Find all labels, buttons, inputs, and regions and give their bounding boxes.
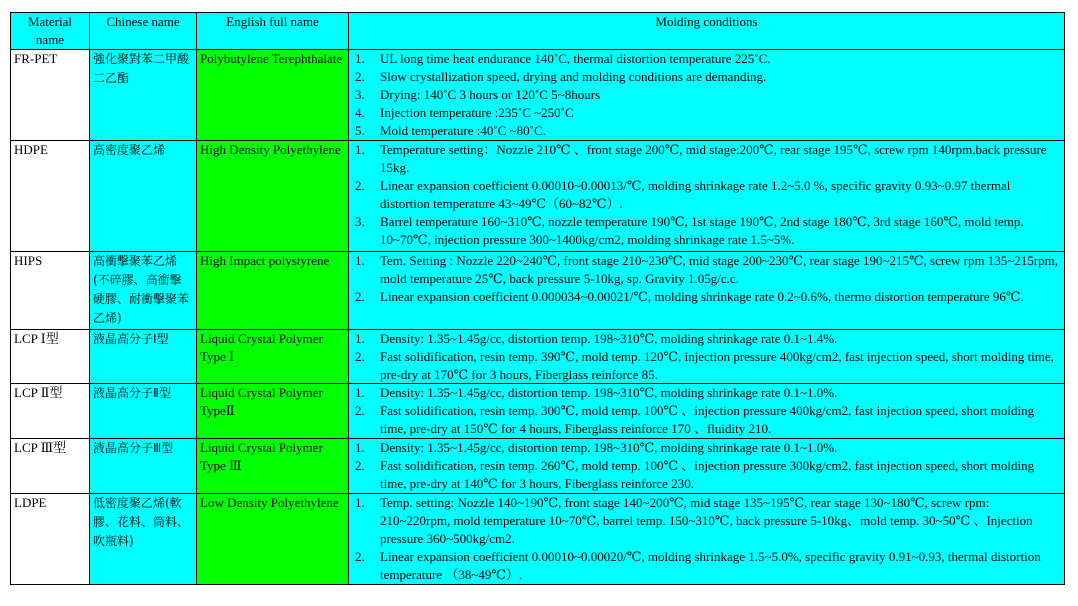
condition-item — [352, 213, 1061, 249]
conditions-cell — [349, 329, 1065, 384]
header-material: Material name — [11, 13, 90, 50]
table-row — [11, 384, 1065, 439]
material-cell: HIPS — [11, 251, 90, 329]
english-name-cell: Polybutylene Terephthalate — [197, 49, 349, 140]
header-english-name: English full name — [197, 13, 349, 50]
condition-number: 2. — [355, 68, 365, 84]
condition-item — [352, 402, 1061, 438]
condition-item — [352, 141, 1061, 177]
condition-number: 1. — [355, 330, 365, 346]
condition-text: Slow crystallization speed, drying and molding conditions are demanding. — [380, 68, 767, 84]
conditions-cell — [349, 384, 1065, 439]
condition-text: Density: 1.35~1.45g/cc, distortion temp. 198~310℃, molding shrinkage rate 0.1~1.0%. — [380, 385, 838, 401]
condition-text: Mold temperature :40˚C ~80˚C. — [380, 122, 546, 138]
conditions-cell — [349, 140, 1065, 251]
condition-item — [352, 68, 1061, 86]
english-name-cell: Low Density Polyethylene — [197, 494, 349, 585]
material-cell: LCP Ⅲ型 — [11, 439, 90, 494]
table-body — [11, 49, 1065, 584]
condition-number: 2. — [355, 288, 365, 304]
condition-item — [352, 122, 1061, 140]
condition-number: 1. — [355, 50, 365, 66]
molding-conditions-table — [10, 12, 1065, 585]
condition-number: 2. — [355, 458, 365, 474]
conditions-list — [352, 330, 1061, 384]
conditions-list — [352, 384, 1061, 438]
table-row — [11, 329, 1065, 384]
condition-item — [352, 104, 1061, 122]
condition-text: Drying: 140˚C 3 hours or 120˚C 5~8hours — [380, 86, 601, 102]
conditions-list — [352, 439, 1061, 493]
condition-item — [352, 252, 1061, 288]
conditions-list — [352, 494, 1061, 584]
condition-item — [352, 439, 1061, 457]
conditions-cell — [349, 251, 1065, 329]
chinese-name-cell: 高密度聚乙烯 — [90, 140, 197, 251]
table-row — [11, 439, 1065, 494]
english-name-cell: Liquid Crystal Polymer Type Ⅲ — [197, 439, 349, 494]
header-row — [11, 13, 1065, 50]
condition-item — [352, 494, 1061, 548]
condition-number: 1. — [355, 495, 365, 511]
condition-number: 2. — [355, 348, 365, 364]
condition-text: Barrel temperature 160~310℃, nozzle temperature 190℃, 1st stage 190℃, 2nd stage 180℃, 3rd stage 160℃, mold temp. 10~70℃, injection pressure 300~1400kg/cm2, molding shrinkage rate 1.5~5%. — [380, 213, 1024, 247]
condition-number: 3. — [355, 86, 365, 102]
condition-text: Temperature setting：Nozzle 210℃ 、front stage 200℃, mid stage:200℃, rear stage 195℃, screw rpm 140rpm,back pressure 15kg. — [380, 141, 1047, 175]
header-molding-conditions: Molding conditions — [349, 13, 1065, 50]
condition-text: Linear expansion coefficient 0.00010~0.00020/℃, molding shrinkage 1.5~5.0%, specific gravity 0.91~0.93, thermal distortion temperature （38~49℃）. — [380, 548, 1041, 582]
condition-item — [352, 548, 1061, 584]
material-cell: LCP Ⅱ型 — [11, 384, 90, 439]
material-cell: LDPE — [11, 494, 90, 585]
condition-text: Injection temperature :235˚C ~250˚C — [380, 104, 574, 120]
condition-text: Linear expansion coefficient 0.000034~0.00021/℃, molding shrinkage rate 0.2~0.6%, thermo distortion temperature 96℃. — [380, 288, 1024, 304]
condition-number: 1. — [355, 385, 365, 401]
english-name-cell: Liquid Crystal Polymer TypeⅡ — [197, 384, 349, 439]
condition-item — [352, 457, 1061, 493]
condition-number: 4. — [355, 104, 365, 120]
conditions-cell — [349, 494, 1065, 585]
table-row — [11, 494, 1065, 585]
conditions-list — [352, 141, 1061, 249]
material-cell: LCP Ⅰ型 — [11, 329, 90, 384]
chinese-name-cell: 液晶高分子Ⅱ型 — [90, 384, 197, 439]
table-row — [11, 251, 1065, 329]
condition-text: Fast solidification, resin temp. 260℃, mold temp. 100℃ 、injection pressure 300kg/cm2, fast injection speed, short molding time, pre-dry at 140℃ for 3 hours, Fiberglass reinforce 230. — [380, 458, 1035, 492]
chinese-name-cell: 高衝擊聚苯乙烯(不碎膠、高衝擊硬膠、耐衝擊聚苯乙烯) — [90, 251, 197, 329]
english-name-cell: High Impact polystyrene — [197, 251, 349, 329]
condition-text: Density: 1.35~1.45g/cc, distortion temp. 198~310℃, molding shrinkage rate 0.1~1.0%. — [380, 440, 838, 456]
chinese-name-cell: 液晶高分子Ⅰ型 — [90, 329, 197, 384]
condition-text: Tem. Setting : Nozzle 220~240℃, front stage 210~230℃, mid stage 200~230℃, rear stage 190~215℃, screw rpm 135~215rpm, mold temperature 25℃, back pressure 5-10kg, sp. Gravity 1.05g/c.c. — [380, 252, 1059, 286]
table-row — [11, 140, 1065, 251]
condition-number: 1. — [355, 252, 365, 268]
condition-text: Temp. setting: Nozzle 140~190℃, front stage 140~200℃, mid stage 135~195℃, rear stage 130~180℃, screw rpm: 210~220rpm, mold temperature 10~70℃, barrel temp. 150~310℃, back pressure 5-10kg、mold temp. 30~50℃ 、Injection pressure 360~500kg/cm2. — [380, 495, 1033, 546]
conditions-cell — [349, 49, 1065, 140]
condition-text: Linear expansion coefficient 0.00010~0.00013/℃, molding shrinkage rate 1.2~5.0 %, specific gravity 0.93~0.97 thermal distortion temperature 43~49℃（60~82℃）. — [380, 177, 1011, 211]
condition-number: 2. — [355, 403, 365, 419]
condition-number: 2. — [355, 177, 365, 193]
chinese-name-cell: 液晶高分子Ⅲ型 — [90, 439, 197, 494]
header-chinese-name: Chinese name — [90, 13, 197, 50]
conditions-list — [352, 50, 1061, 140]
condition-item — [352, 348, 1061, 384]
condition-item — [352, 177, 1061, 213]
table-row — [11, 49, 1065, 140]
condition-item — [352, 288, 1061, 306]
condition-text: Fast solidification, resin temp. 390℃, mold temp. 120℃, injection pressure 400kg/cm2, fast injection speed, short molding time, pre-dry at 170℃ for 3 hours, Fiberglass reinforce 85. — [380, 348, 1054, 382]
condition-item — [352, 86, 1061, 104]
english-name-cell: High Density Polyethylene — [197, 140, 349, 251]
condition-text: Density: 1.35~1.45g/cc, distortion temp. 198~310℃, molding shrinkage rate 0.1~1.4%. — [380, 330, 838, 346]
condition-number: 2. — [355, 548, 365, 564]
condition-number: 5. — [355, 122, 365, 138]
material-cell: HDPE — [11, 140, 90, 251]
english-name-cell: Liquid Crystal Polymer Type Ⅰ — [197, 329, 349, 384]
condition-item — [352, 384, 1061, 402]
condition-item — [352, 330, 1061, 348]
condition-number: 1. — [355, 440, 365, 456]
condition-number: 1. — [355, 141, 365, 157]
conditions-list — [352, 252, 1061, 306]
condition-number: 3. — [355, 213, 365, 229]
condition-text: UL long time heat endurance 140˚C, thermal distortion temperature 225˚C. — [380, 50, 771, 66]
condition-item — [352, 50, 1061, 68]
chinese-name-cell: 低密度聚乙烯(軟膠、花料、筒料、吹瓶料) — [90, 494, 197, 585]
conditions-cell — [349, 439, 1065, 494]
chinese-name-cell: 強化聚對苯二甲酸二乙酯 — [90, 49, 197, 140]
material-cell: FR-PET — [11, 49, 90, 140]
condition-text: Fast solidification, resin temp. 300℃, mold temp. 100℃ 、injection pressure 400kg/cm2, fast injection speed, short molding time, pre-dry at 150℃ for 4 hours, Fiberglass reinforce 170 、fluidity 210. — [380, 403, 1035, 437]
